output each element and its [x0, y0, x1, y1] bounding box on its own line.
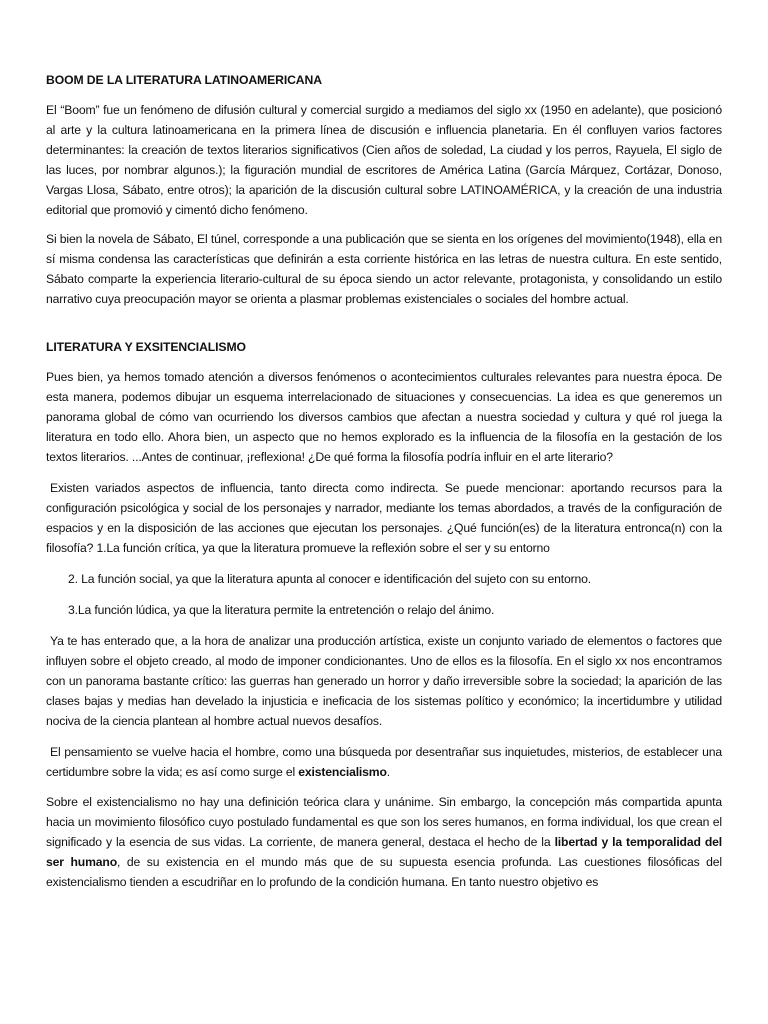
term-libertad-temporalidad: libertad y la temporalidad del ser humano	[46, 835, 722, 869]
paragraph-definicion-text: Sobre el existencialismo no hay una definición teórica clara y unánime. Sin embargo, la concepción más compartida apunta hacia un movimiento filosófico cuyo postulado fundamental es que son los seres humanos, en forma individual, los que crean el significado y la esencia de sus vidas. La corriente, de manera general, destaca el hecho de la	[46, 795, 722, 849]
paragraph-sabato-tunel: Si bien la novela de Sábato, El túnel, corresponde a una publicación que se sienta en los orígenes del movimiento(1948), ella en sí misma condensa las características que definirán a esta corriente histórica en las letras de nuestra cultura. En este sentido, Sábato comparte la experiencia literario-cultural de su época siendo un actor relevante, protagonista, y consolidando un estilo narrativo cuya preocupación mayor se orienta a plasmar problemas existenciales o sociales del hombre actual.	[46, 232, 722, 306]
paragraph-pensamiento-text: El pensamiento se vuelve hacia el hombre, como una búsqueda por desentrañar sus inquietudes, misterios, de establecer una certidumbre sobre la vida; es así como surge el	[46, 745, 722, 779]
list-item-funcion-ludica: 3.La función lúdica, ya que la literatura permite la entretención o relajo del ánimo.	[68, 603, 495, 617]
paragraph-pensamiento-end: .	[386, 765, 391, 779]
list-item-funcion-social: 2. La función social, ya que la literatura apunta al conocer e identificación del sujeto con su entorno.	[68, 572, 592, 586]
term-existencialismo: existencialismo	[298, 765, 387, 779]
paragraph-definicion-existencialismo	[46, 792, 722, 892]
paragraph-definicion-continuation: , de su existencia en el mundo más que de su supuesta esencia profunda. Las cuestiones filosóficas del existencialismo tienden a escudriñar en lo profundo de la condición humana. En tanto nuestro objetivo es	[46, 855, 722, 889]
paragraph-aspectos-influencia: Existen variados aspectos de influencia, tanto directa como indirecta. Se puede mencionar: aportando recursos para la configuración psicológica y social de los personajes y narrador, mediante los temas abordados, a través de la configuración de espacios y en la disposición de las acciones que ejecutan los personajes. ¿Qué función(es) de la literatura entronca(n) con la filosofía? 1.La función crítica, ya que la literatura promueve la reflexión sobre el ser y su entorno	[46, 481, 722, 555]
document-page	[46, 72, 722, 892]
section-title-boom: BOOM DE LA LITERATURA LATINOAMERICANA	[46, 73, 322, 87]
section-title-existencialismo: LITERATURA Y EXSITENCIALISMO	[46, 340, 246, 354]
paragraph-siglo-xx-panorama: Ya te has enterado que, a la hora de analizar una producción artística, existe un conjunto variado de elementos o factores que influyen sobre el objeto creado, al modo de imponer condicionantes. Uno de ellos es la filosofía. En el siglo xx nos encontramos con un panorama bastante crítico: las guerras han generado un horror y daño irreversible sobre la sociedad; la aparición de las clases bajas y medias han develado la injusticia e ineficacia de los sistemas político y económico; la incertidumbre y utilidad nociva de la ciencia plantean al hombre actual nuevos desafíos.	[46, 634, 722, 728]
paragraph-filosofia-influencia: Pues bien, ya hemos tomado atención a diversos fenómenos o acontecimientos culturales relevantes para nuestra época. De esta manera, podemos dibujar un esquema interrelacionado de situaciones y consecuencias. La idea es que generemos un panorama global de cómo van ocurriendo los diversos cambios que afectan a nuestra sociedad y cultura y qué rol juega la literatura en todo ello. Ahora bien, un aspecto que no hemos explorado es la influencia de la filosofía en la gestación de los textos literarios. ...Antes de continuar, ¡reflexiona! ¿De qué forma la filosofía podría influir en el arte literario?	[46, 370, 722, 464]
paragraph-boom-intro: El “Boom” fue un fenómeno de difusión cultural y comercial surgido a mediamos del siglo xx (1950 en adelante), que posicionó al arte y la cultura latinoamericana en la primera línea de discusión e influencia planetaria. En él confluyen varios factores determinantes: la creación de textos literarios significativos (Cien años de soledad, La ciudad y los perros, Rayuela, El siglo de las luces, por nombrar algunos.); la figuración mundial de escritores de América Latina (García Márquez, Cortázar, Donoso, Vargas Llosa, Sábato, entre otros); la aparición de la discusión cultural sobre LATINOAMÉRICA, y la creación de una industria editorial que promovió y cimentó dicho fenómeno.	[46, 103, 722, 217]
paragraph-pensamiento-hombre	[46, 742, 722, 782]
